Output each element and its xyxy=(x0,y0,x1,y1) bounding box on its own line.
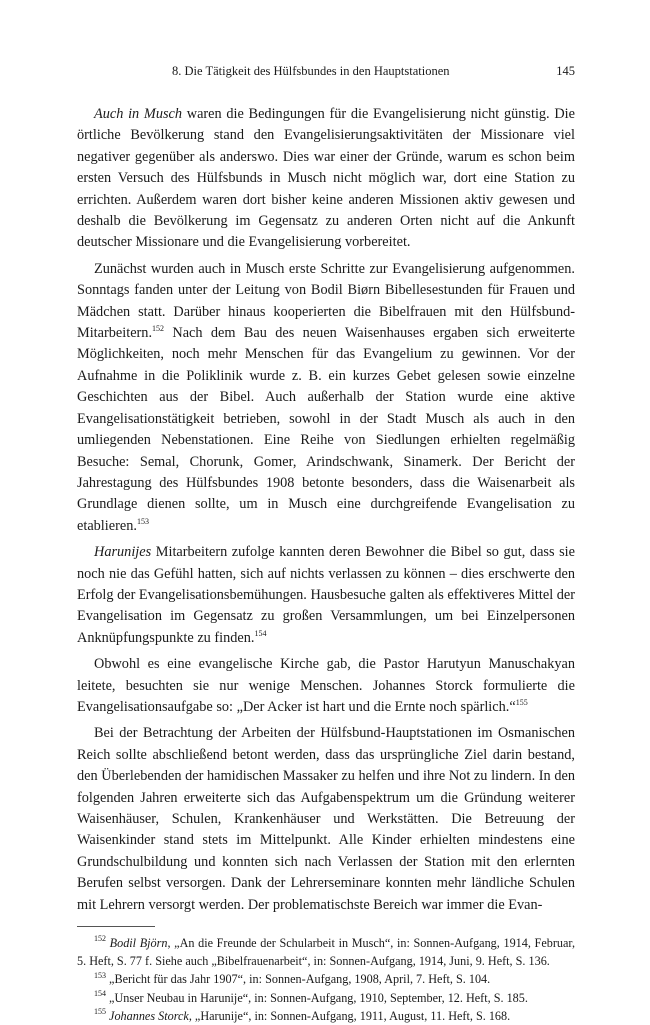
paragraph-text: waren die Bedingungen für die Evangelisierung nicht günstig. Die örtliche Bevölkerung stand den Evangelisierungsaktivitäten der Missionare viel negativer gegenüber als anderswo. Dies war einer der Gründe, warum es schon beim ersten Versuch des Hülfsbunds in Musch nicht möglich war, dort eine Station zu errichten. Außerdem waren dort bisher keine anderen Missionen aktiv gewesen und deshalb die Bevölkerung im Gegensatz zu anderen Orten nicht auf die Ankunft deutscher Missionare und die Evangelisierung vorbereitet. xyxy=(77,106,575,251)
footnote-number: 152 xyxy=(94,934,106,944)
footnote-marker[interactable]: 153 xyxy=(136,517,149,527)
paragraph xyxy=(77,259,575,537)
footnote xyxy=(77,989,575,1007)
book-page xyxy=(77,64,575,1025)
footnote-marker[interactable]: 152 xyxy=(152,324,165,334)
paragraph-text: Bei der Betrachtung der Arbeiten der Hülfsbund-Hauptstationen im Osmanischen Reich sollte abschließend betont werden, dass das ursprüngliche Ziel darin bestand, den Überlebenden der hamidischen Massaker zu helfen und ihre Not zu lindern. In den folgenden Jahren erweiterte sich das Aufgabenspektrum um die Gründung weiterer Waisenhäuser, Schulen, Krankenhäuser und Werkstätten. Die Betreuung der Waisenkinder stand stets im Mittelpunkt. Alle Kinder erhielten mindestens eine Grundschulbildung und konnten sich nach Verlassen der Station mit den erlernten Berufen selbst versorgen. Dank der Lehrerseminare konnten mehr ländliche Schulen mit Lehrern versorgt werden. Der problematischste Bereich war immer die Evan- xyxy=(77,725,575,913)
body-text xyxy=(77,104,575,916)
footnote-author: Bodil Björn xyxy=(109,936,168,951)
footnote xyxy=(77,1007,575,1025)
footnote-author: Johannes Storck xyxy=(109,1008,189,1023)
page-number: 145 xyxy=(556,64,575,78)
footnote xyxy=(77,970,575,988)
footnote-number: 153 xyxy=(94,970,106,980)
paragraph-text: Mitarbeitern zufolge kannten deren Bewohner die Bibel so gut, dass sie noch nie das Gefühl hatten, sich auf nichts verlassen zu können – dies erschwerte den Erfolg der Evangelisationsbemühungen. Hausbesuche galten als effektiveres Mittel der Evangelisation im Gegensatz zu großen Versammlungen, um bei Einzelpersonen Anknüpfungspunkte zu finden. xyxy=(77,544,575,646)
footnote-text: „Bericht für das Jahr 1907“, in: Sonnen-Aufgang, 1908, April, 7. Heft, S. 104. xyxy=(106,972,491,987)
paragraph xyxy=(77,654,575,718)
footnote-marker[interactable]: 155 xyxy=(515,698,528,708)
footnote xyxy=(77,934,575,970)
italic-place-name: Auch in Musch xyxy=(94,106,183,122)
footnotes xyxy=(77,934,575,1025)
paragraph xyxy=(77,542,575,649)
footnote-text: „Unser Neubau in Harunije“, in: Sonnen-Aufgang, 1910, September, 12. Heft, S. 185. xyxy=(106,990,528,1005)
footnote-number: 155 xyxy=(94,1007,106,1017)
paragraph-text: Obwohl es eine evangelische Kirche gab, die Pastor Harutyun Manuschakyan leitete, besuchten sie nur wenige Menschen. Johannes Storck formulierte die Evangelisationsaufgabe so: „Der Acker ist hart und die Ernte noch spärlich.“ xyxy=(77,656,575,715)
running-title: 8. Die Tätigkeit des Hülfsbundes in den Hauptstationen xyxy=(172,64,450,78)
paragraph xyxy=(77,104,575,254)
paragraph xyxy=(77,723,575,916)
paragraph-text: Nach dem Bau des neuen Waisenhauses ergaben sich erweiterte Möglichkeiten, noch mehr Menschen für das Evangelium zu gewinnen. Vor der Aufnahme in die Poliklinik wurde z. B. ein kurzes Gebet gelesen sowie einzelne Geschichten aus der Bibel. Auch außerhalb der Station wurde eine aktive Evangelisationstätigkeit betrieben, sowohl in der Stadt Musch als auch in den umliegenden Nebenstationen. Eine Reihe von Siedlungen erhielten regelmäßig Besuche: Semal, Chorunk, Gomer, Arindschwank, Sinamerk. Der Bericht der Jahrestagung des Hülfsbundes 1908 betonte besonders, dass die Waisenarbeit als Grundlage dienen sollte, um in Musch eine durchgreifende Evangelisation zu etablieren. xyxy=(77,325,575,534)
italic-place-name: Harunijes xyxy=(94,544,152,561)
footnote-marker[interactable]: 154 xyxy=(254,629,267,639)
footnote-text: , „An die Freunde der Schularbeit in Musch“, in: Sonnen-Aufgang, 1914, Februar, 5. Heft, S. 77 f. Siehe auch „Bibelfrauenarbeit“, in: Sonnen-Aufgang, 1914, Juni, 9. Heft, S. 136. xyxy=(77,936,575,969)
footnote-number: 154 xyxy=(94,989,106,999)
footnote-text: , „Harunije“, in: Sonnen-Aufgang, 1911, August, 11. Heft, S. 168. xyxy=(188,1008,511,1023)
page-header xyxy=(77,64,575,84)
paragraph-text: Zunächst wurden auch in Musch erste Schritte zur Evangelisierung aufgenommen. Sonntags fanden unter der Leitung von Bodil Biørn Bibellesestunden für Frauen und Mädchen statt. Darüber hinaus kooperierten die Bibelfrauen mit den Hülfsbund-Mitarbeitern. xyxy=(77,260,575,342)
footnote-separator xyxy=(77,926,155,927)
